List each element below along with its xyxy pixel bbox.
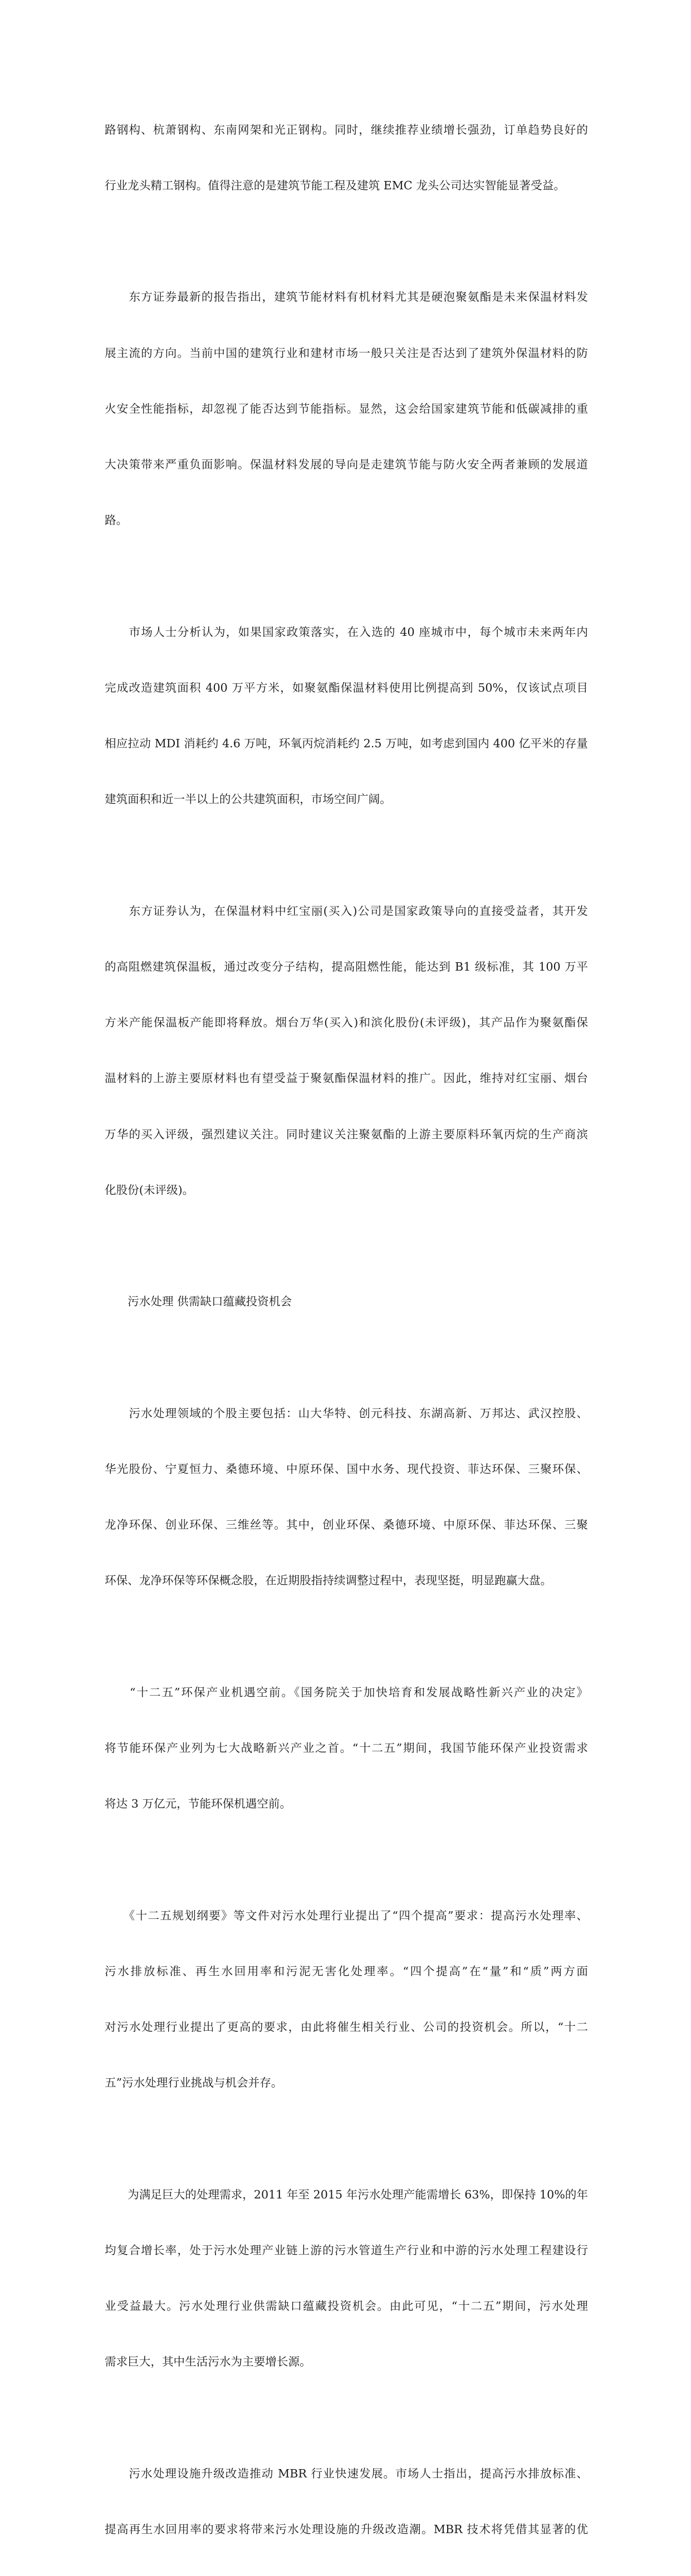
text-line: 化股份(未评级)。: [105, 1183, 194, 1197]
paragraph-steel-structure: [105, 84, 588, 232]
text-line: 《十二五规划纲要》等文件对污水处理行业提出了“四个提高”要求：提高污水处理率、: [105, 1908, 588, 1922]
text-line: 东方证券认为，在保温材料中红宝丽(买入)公司是国家政策导向的直接受益者，其开发: [105, 904, 588, 918]
text-line: 污水处理领域的个股主要包括：山大华特、创元科技、东湖高新、万邦达、武汉控股、: [105, 1406, 588, 1420]
text-line: 五”污水处理行业挑战与机会并存。: [105, 2076, 283, 2090]
text-line: 污水排放标准、再生水回用率和污泥无害化处理率。“四个提高”在“量”和“质”两方面: [105, 1964, 588, 1978]
text-line: 污水处理设施升级改造推动 MBR 行业快速发展。市场人士指出，提高污水排放标准、: [105, 2466, 588, 2480]
section-heading-wastewater: [105, 1256, 588, 1349]
text-line: 展主流的方向。当前中国的建筑行业和建材市场一般只关注是否达到了建筑外保温材料的防: [105, 346, 588, 360]
text-line: 华光股份、宁夏恒力、桑德环境、中原环保、国中水务、现代投资、菲达环保、三聚环保、: [105, 1462, 588, 1476]
text-line: 火安全性能指标，却忽视了能否达到节能指标。显然，这会给国家建筑节能和低碳减排的重: [105, 401, 588, 415]
text-line: 龙净环保、创业环保、三维丝等。其中，创业环保、桑德环境、中原环保、菲达环保、三聚: [105, 1518, 588, 1532]
text-line: “十二五”环保产业机遇空前。《国务院关于加快培育和发展战略性新兴产业的决定》: [105, 1685, 588, 1699]
paragraph-capacity-growth: [105, 2148, 588, 2409]
text-line: 污水处理 供需缺口蕴藏投资机会: [105, 1295, 292, 1309]
text-line: 环保、龙净环保等环保概念股，在近期股指持续调整过程中，表现坚挺，明显跑赢大盘。: [105, 1574, 552, 1588]
document-page: [105, 84, 588, 2576]
text-line: 建筑面积和近一半以上的公共建筑面积，市场空间广阔。: [105, 792, 391, 806]
paragraph-mbr-industry: [105, 2427, 588, 2576]
paragraph-market-analysis: [105, 586, 588, 846]
text-line: 提高再生水回用率的要求将带来污水处理设施的升级改造潮。MBR 技术将凭借其显著的优: [105, 2523, 588, 2536]
paragraph-orient-securities-report: [105, 251, 588, 567]
text-line: 业受益最大。污水处理行业供需缺口蕴藏投资机会。由此可见，“十二五”期间，污水处理: [105, 2299, 588, 2313]
text-line: 的高阻燃建筑保温板，通过改变分子结构，提高阻燃性能，能达到 B1 级标准，其 100 万平: [105, 960, 588, 974]
text-line: 路。: [105, 513, 128, 527]
text-line: 行业龙头精工钢构。值得注意的是建筑节能工程及建筑 EMC 龙头公司达实智能显著受益。: [105, 179, 565, 193]
paragraph-four-improvements: [105, 1869, 588, 2130]
text-line: 对污水处理行业提出了更高的要求，由此将催生相关行业、公司的投资机会。所以，“十二: [105, 2020, 588, 2034]
text-line: 将达 3 万亿元，节能环保机遇空前。: [105, 1797, 292, 1811]
paragraph-wastewater-stocks: [105, 1367, 588, 1628]
text-line: 大决策带来严重负面影响。保温材料发展的导向是走建筑节能与防火安全两者兼顾的发展道: [105, 458, 588, 472]
text-line: 相应拉动 MDI 消耗约 4.6 万吨，环氧丙烷消耗约 2.5 万吨，如考虑到国内 400 亿平米的存量: [105, 737, 588, 751]
text-line: 路钢构、杭萧钢构、东南网架和光正钢构。同时，继续推荐业绩增长强劲，订单趋势良好的: [105, 123, 588, 136]
text-line: 将节能环保产业列为七大战略新兴产业之首。“十二五”期间，我国节能环保产业投资需求: [105, 1741, 588, 1755]
paragraph-twelfth-five-year: [105, 1646, 588, 1850]
text-line: 东方证券最新的报告指出，建筑节能材料有机材料尤其是硬泡聚氨酯是未来保温材料发: [105, 290, 588, 304]
text-line: 均复合增长率，处于污水处理产业链上游的污水管道生产行业和中游的污水处理工程建设行: [105, 2244, 588, 2257]
text-line: 万华的买入评级，强烈建议关注。同时建议关注聚氨酯的上游主要原料环氧丙烷的生产商滨: [105, 1127, 588, 1141]
paragraph-hongbaoli: [105, 865, 588, 1237]
text-line: 完成改造建筑面积 400 万平方米，如聚氨酯保温材料使用比例提高到 50%，仅该试点项目: [105, 680, 588, 694]
text-line: 市场人士分析认为，如果国家政策落实，在入选的 40 座城市中，每个城市未来两年内: [105, 625, 588, 639]
text-line: 需求巨大，其中生活污水为主要增长源。: [105, 2355, 311, 2369]
text-line: 温材料的上游主要原材料也有望受益于聚氨酯保温材料的推广。因此，维持对红宝丽、烟台: [105, 1071, 588, 1085]
text-line: 为满足巨大的处理需求，2011 年至 2015 年污水处理产能需增长 63%，即保持 10%的年: [105, 2187, 588, 2201]
text-line: 方米产能保温板产能即将释放。烟台万华(买入)和滨化股份(未评级)，其产品作为聚氨酯保: [105, 1016, 588, 1030]
